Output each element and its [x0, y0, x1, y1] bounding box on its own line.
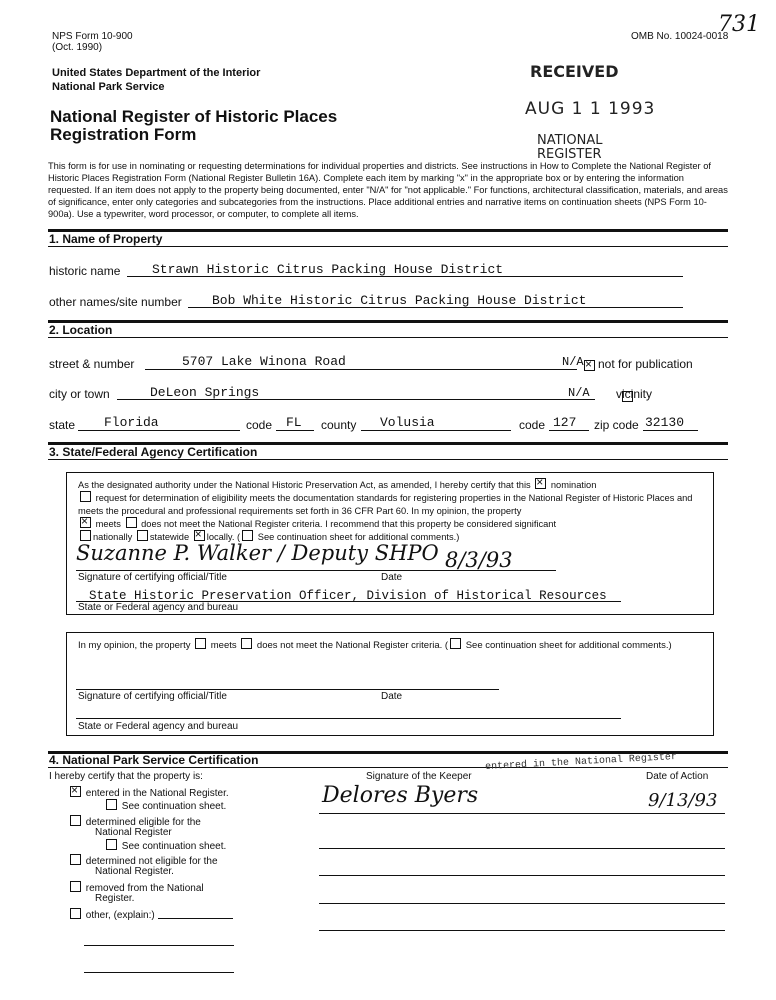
removed-checkbox[interactable]: [70, 881, 81, 892]
county-value: Volusia: [380, 415, 435, 430]
eligible-continuation-checkbox[interactable]: [106, 839, 117, 850]
opinion-agency-label: State or Federal agency and bureau: [78, 721, 239, 732]
county-label: county: [321, 418, 357, 432]
zip-value: 32130: [645, 415, 685, 430]
entered-checkbox[interactable]: [70, 786, 81, 797]
city-value: DeLeon Springs: [150, 385, 260, 400]
instructions-text: This form is for use in nominating or requesting determinations for individual properties and districts. See instructions in How to Complete the National Register of Historic Places Registration Form (National Register Bulletin 16A). Complete each item by marking "x" in the appropriate box or by entering the information requested. If an item does not apply to the property being documented, enter "N/A" for "not applicable." For functions, architectural classification, materials, and areas of significance, enter only categories and subcategories from the instructions. Place additional entries and narrative items on continuation sheets (NPS Form 10-900a). Use a typewriter, word processor, or computer, to complete all items.: [48, 161, 728, 219]
option-eligible-line2: National Register: [95, 827, 172, 838]
zip-label: zip code: [594, 418, 639, 432]
certification-text: As the designated authority under the National Historic Preservation Act, as amended, I hereby certify that this × nomination request for determination of eligibility meets the documentation standards for registering properties in the National Register of Historic Places and meets the procedural and professional requirements set forth in 36 CFR Part 60. In my opinion, the property × meets does not meet the National Register criteria. I recommend that this property be considered significant nationally statewide × locally. ( See continuation sheet for additional comments.): [78, 478, 704, 543]
certifying-agency: State Historic Preservation Officer, Division of Historical Resources: [89, 589, 607, 603]
eligible-checkbox[interactable]: [70, 815, 81, 826]
certifying-date: 8/3/93: [445, 548, 513, 572]
state-label: state: [49, 418, 76, 432]
opinion-continuation-checkbox[interactable]: [450, 638, 461, 649]
continuation-checkbox[interactable]: [242, 530, 253, 541]
opinion-date-label: Date: [381, 691, 403, 702]
vicinity-label: vicinity: [616, 387, 653, 401]
opinion-signature-label: Signature of certifying official/Title: [78, 691, 227, 702]
does-not-meet-checkbox[interactable]: [126, 517, 137, 528]
omb-number: OMB No. 10024-0018: [631, 31, 729, 42]
opinion-meets-checkbox[interactable]: [195, 638, 206, 649]
state-value: Florida: [104, 415, 159, 430]
stamp-register: REGISTER: [537, 147, 602, 162]
statewide-checkbox[interactable]: [137, 530, 148, 541]
nomination-checkbox[interactable]: [535, 478, 546, 489]
keeper-signature: Delores Byers: [322, 783, 479, 808]
option-not-eligible: determined not eligible for the: [68, 854, 218, 867]
stamp-national: NATIONAL: [537, 133, 603, 148]
not-for-publication-checkbox[interactable]: [584, 360, 595, 371]
received-stamp: RECEIVED: [530, 62, 619, 81]
opinion-does-not-meet-checkbox[interactable]: [241, 638, 252, 649]
street-label: street & number: [49, 357, 135, 371]
nationally-checkbox[interactable]: [80, 530, 91, 541]
other-checkbox[interactable]: [70, 908, 81, 919]
vicinity-value: N/A: [568, 386, 590, 400]
action-date: 9/13/93: [648, 790, 718, 811]
opinion-text: In my opinion, the property meets does not meet the National Register criteria. ( See continuation sheet for additional comments.): [78, 640, 672, 651]
section1-title: 1. Name of Property: [49, 232, 163, 246]
agency-label: State or Federal agency and bureau: [78, 602, 239, 613]
certifying-signature: Suzanne P. Walker / Deputy SHPO: [76, 541, 439, 565]
not-eligible-checkbox[interactable]: [70, 854, 81, 865]
signature-label: Signature of certifying official/Title: [78, 572, 227, 583]
county-code-label: code: [519, 418, 546, 432]
section3-title: 3. State/Federal Agency Certification: [49, 445, 258, 459]
form-number: NPS Form 10-900: [52, 31, 133, 42]
option-eligible: determined eligible for the: [68, 815, 201, 828]
option-eligible-continuation: See continuation sheet.: [104, 839, 226, 852]
option-other: other, (explain:): [68, 908, 155, 921]
option-entered-continuation: See continuation sheet.: [104, 799, 226, 812]
county-code-value: 127: [553, 415, 577, 430]
street-value: 5707 Lake Winona Road: [182, 354, 346, 369]
form-date: (Oct. 1990): [52, 42, 103, 53]
form-title: National Register of Historic Places: [50, 107, 338, 126]
option-removed: removed from the National: [68, 881, 204, 894]
date-label: Date: [381, 572, 403, 583]
entered-continuation-checkbox[interactable]: [106, 799, 117, 810]
service-name: National Park Service: [52, 81, 165, 93]
section2-title: 2. Location: [49, 323, 113, 337]
not-for-pub-value: N/A: [562, 355, 584, 369]
meets-checkbox[interactable]: [80, 517, 91, 528]
historic-name-value: Strawn Historic Citrus Packing House District: [152, 262, 504, 277]
section4-title: 4. National Park Service Certification: [49, 753, 259, 767]
received-date: AUG 1 1 1993: [525, 99, 656, 119]
not-for-pub-label: not for publication: [598, 357, 693, 371]
locally-checkbox[interactable]: [194, 530, 205, 541]
handwritten-number: 731: [718, 12, 760, 37]
entered-stamp: entered in the National Register: [484, 751, 678, 774]
certify-text: I hereby certify that the property is:: [49, 771, 203, 782]
historic-name-label: historic name: [49, 264, 121, 278]
state-code-value: FL: [286, 415, 302, 430]
other-names-label: other names/site number: [49, 295, 182, 309]
form-subtitle: Registration Form: [50, 125, 197, 144]
request-determination-checkbox[interactable]: [80, 491, 91, 502]
city-label: city or town: [49, 387, 110, 401]
option-entered: × entered in the National Register.: [68, 786, 229, 799]
option-not-eligible-line2: National Register.: [95, 866, 174, 877]
agency-name: United States Department of the Interior: [52, 67, 261, 79]
keeper-label: Signature of the Keeper: [366, 771, 472, 782]
option-removed-line2: Register.: [95, 893, 135, 904]
action-date-label: Date of Action: [646, 771, 709, 782]
other-names-value: Bob White Historic Citrus Packing House District: [212, 293, 587, 308]
state-code-label: code: [246, 418, 273, 432]
